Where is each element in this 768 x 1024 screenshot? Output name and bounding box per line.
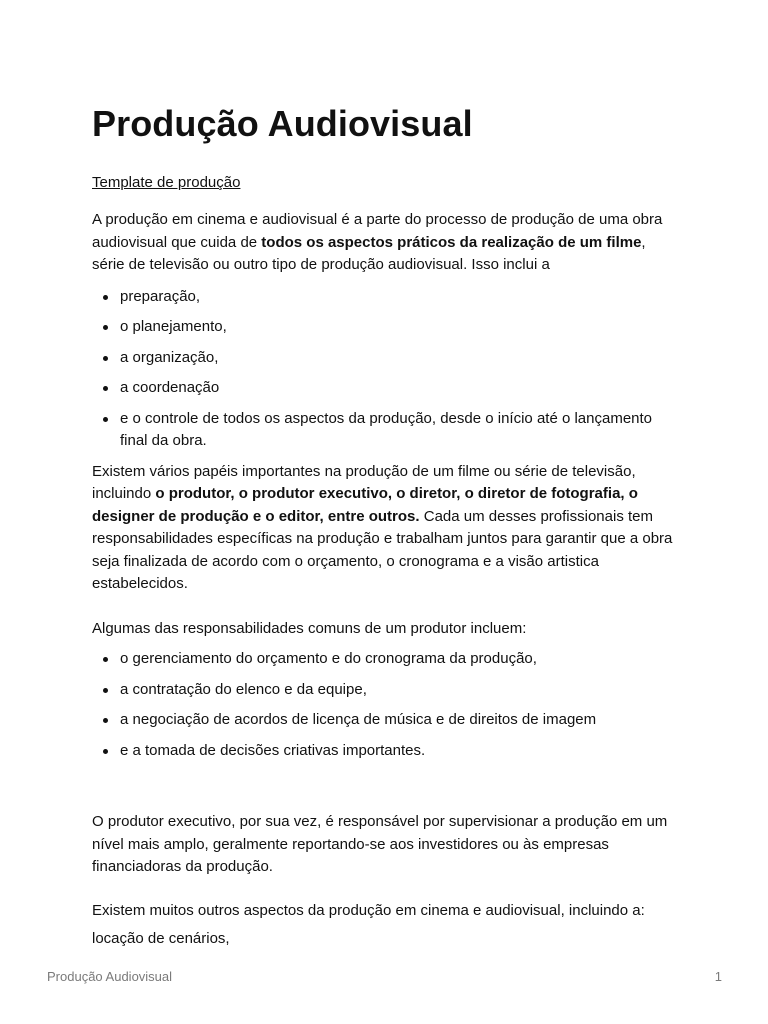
page-title: Produção Audiovisual [92,103,473,144]
producer-responsibilities-list [92,648,678,762]
intro-bold: todos os aspectos práticos da realização de um filme [261,233,642,251]
roles-text-1: Existem vários papéis importantes na produção de um filme ou série de televisão, incluindo [92,462,636,502]
list-item: preparação, [120,286,678,309]
list-item: a negociação de acordos de licença de música e de direitos de imagem [120,709,678,732]
producer-intro-paragraph: Algumas das responsabilidades comuns de um produtor incluem: [92,619,527,637]
roles-text-2: Cada um desses profissionais tem responsabilidades específicas na produção e trabalham juntos para garantir que a obra seja finalizada de acordo com o orçamento, o cronograma e a visão artistica estabelecidos. [92,507,673,592]
subtitle-link[interactable]: Template de produção [92,174,241,191]
intro-text-1: A produção em cinema e audiovisual é a parte do processo de produção de uma obra audiovisual que cuida de [92,211,663,251]
page-number: 1 [714,969,722,984]
list-item: a contratação do elenco e da equipe, [120,679,678,702]
executive-paragraph: O produtor executivo, por sua vez, é responsável por supervisionar a produção em um nível mais amplo, geralmente reportando-se aos investidores ou às empresas financiadoras da produção. [92,813,668,875]
list-item: e a tomada de decisões criativas importantes. [120,740,678,763]
footer-title: Produção Audiovisual [47,969,173,984]
list-item: a organização, [120,347,678,370]
roles-paragraph [92,461,678,596]
document-page [92,100,678,951]
list-item: e o controle de todos os aspectos da produção, desde o início até o lançamento final da obra. [120,408,678,453]
roles-bold: o produtor, o produtor executivo, o diretor, o diretor de fotografia, o designer de produção e o editor, entre outros. [92,485,638,525]
other-aspects-paragraph: Existem muitos outros aspectos da produção em cinema e audiovisual, incluindo a: [92,901,645,919]
intro-paragraph [92,209,678,277]
process-list [92,286,678,453]
list-item: a coordenação [120,377,678,400]
list-item: o planejamento, [120,316,678,339]
intro-text-2: , série de televisão ou outro tipo de produção audiovisual. Isso inclui a [92,233,646,273]
list-item: o gerenciamento do orçamento e do cronograma da produção, [120,648,678,671]
locations-paragraph: locação de cenários, [92,930,230,947]
